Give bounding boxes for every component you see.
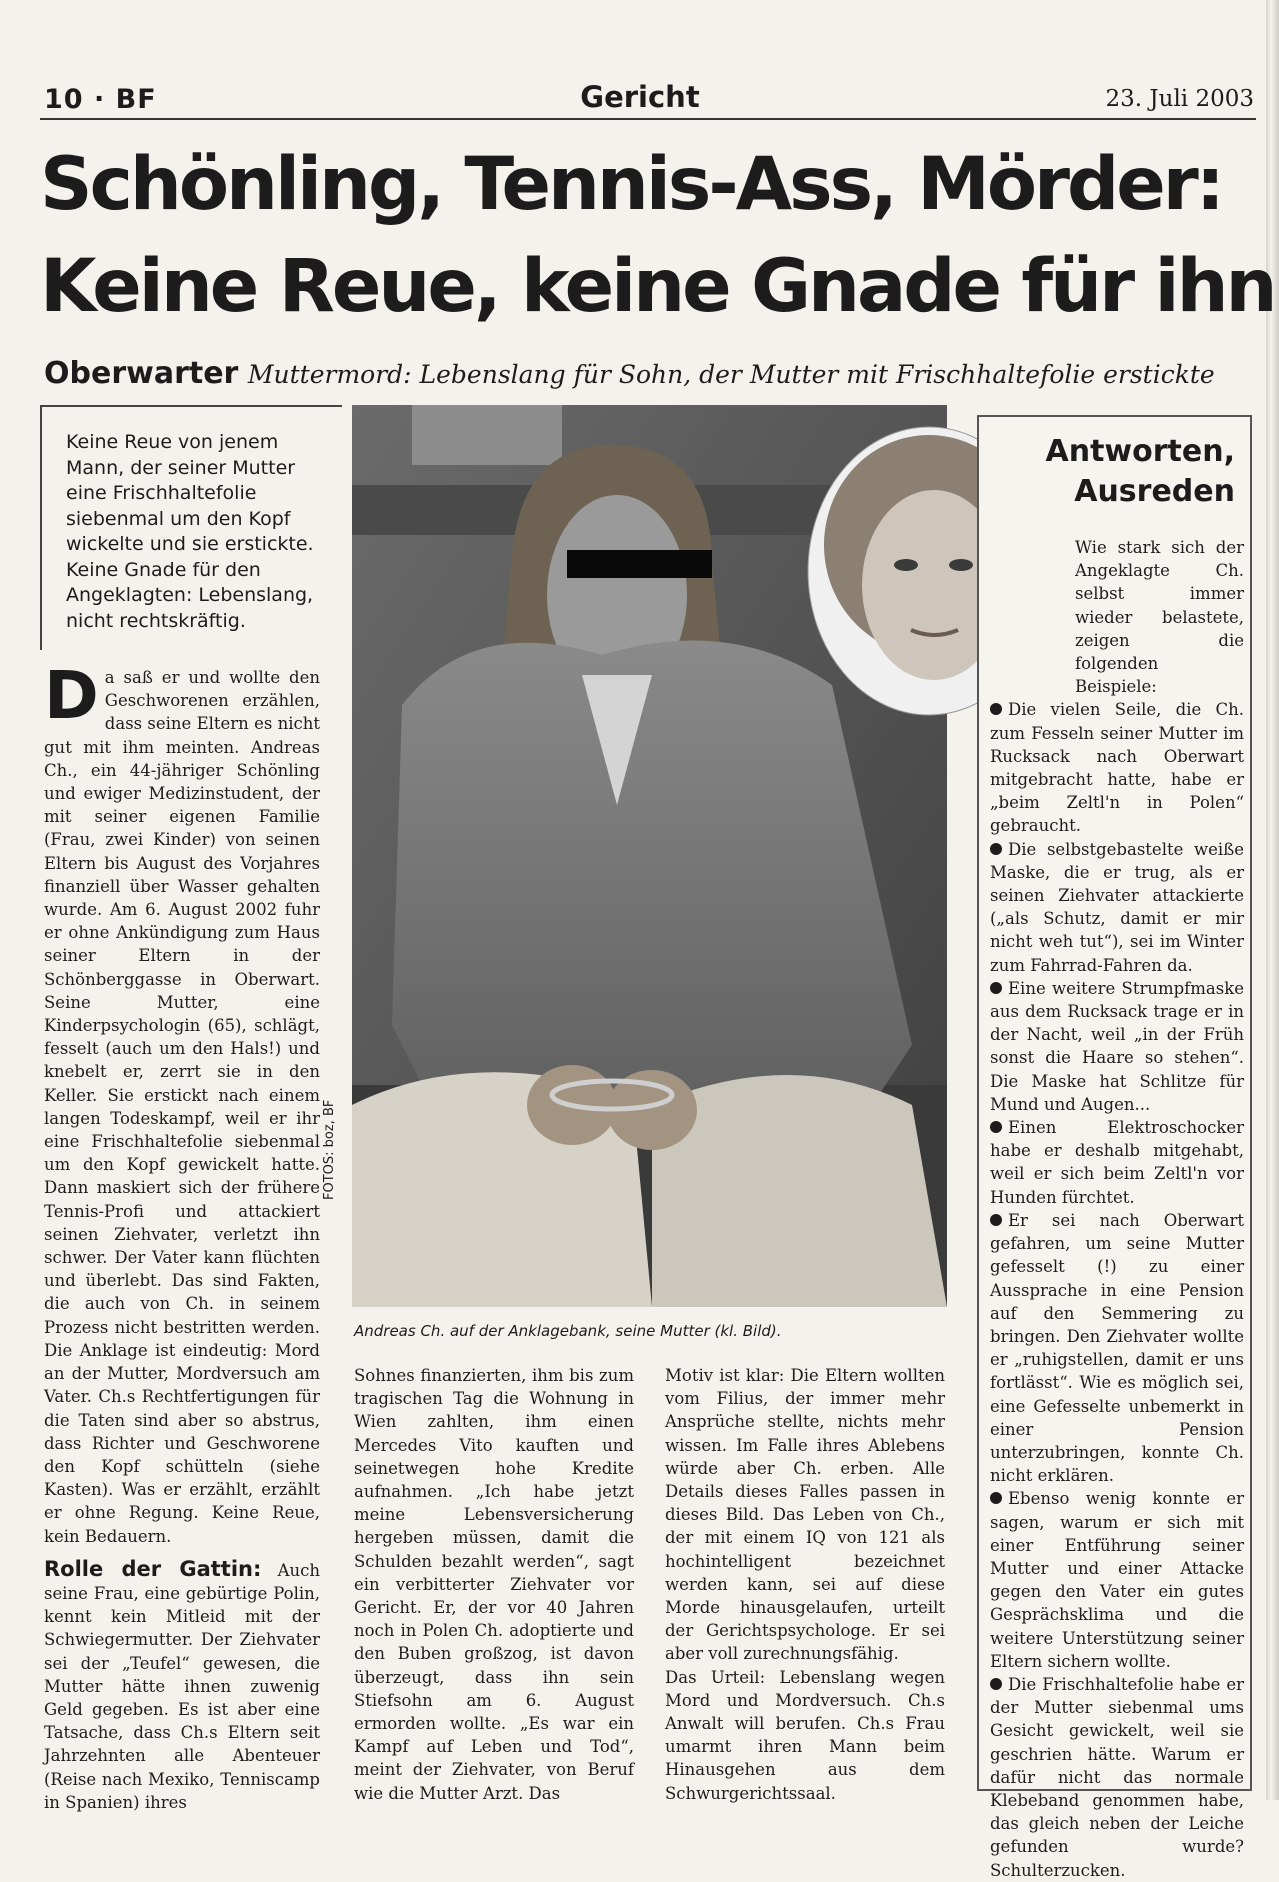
subheadline-place: Oberwarter	[44, 356, 239, 391]
photo-credit: FOTOS: boz, BF	[322, 1099, 337, 1200]
article-subhead: Rolle der Gattin:	[44, 1556, 262, 1581]
header-rule	[40, 118, 1256, 120]
sidebar-item-text: Ebenso wenig konnte er sagen, warum er sich mit einer Entführung seiner Mutter und einer Attacke gegen den Vater ein gutes Gesprächsklima und die weitere Unterstützung seiner Eltern sichern wollte.	[990, 1489, 1244, 1671]
sidebar-item-text: Er sei nach Oberwart gefahren, um seine Mutter gefesselt (!) zu einer Aussprache in eine Pension auf den Semmering zu bringen. Den Ziehvater wollte er „ruhigstellen, damit er uns fortlässt“. Wie es möglich sei, eine Gefesselte unbemerkt in einer Pension unterzubringen, konnte Ch. nicht erklären.	[990, 1210, 1244, 1486]
headline-line-2: Keine Reue, keine Gnade für ihn	[40, 244, 1275, 329]
subheadline	[44, 356, 1215, 391]
article-paragraph-1	[44, 657, 320, 1548]
article-paragraph-1-text: a saß er und wollte den Geschworenen erzählen, dass seine Eltern es nicht gut mit ihm meinten. Andreas Ch., ein 44-jähriger Schönling und ewiger Medizinstudent, der mit seiner eigenen Familie (Frau, zwei Kinder) von seinen Eltern bis August des Vorjahres finanziell über Wasser gehalten wurde. Am 6. August 2002 fuhr er ohne Ankündigung zum Haus seiner Eltern in der Schönberggasse in Oberwart. Seine Mutter, eine Kinderpsychologin (65), schlägt, fesselt (auch um den Hals!) und knebelt er, zerrt sie in den Keller. Sie erstickt nach einem langen Todeskampf, weil er ihr eine Frischhaltefolie siebenmal um den Kopf gewickelt hatte. Dann maskiert sich der frühere Tennis-Profi und attackiert seinen Ziehvater, verletzt ihn schwer. Der Vater kann flüchten und überlebt. Das sind Fakten, die auch von Ch. in seinem Prozess nicht bestritten werden. Die Anklage ist eindeutig: Mord an der Mutter, Mordversuch am Vater. Ch.s Rechtfertigungen für die Taten sind aber so abstrus, dass Richter und Geschworene den Kopf schütteln (siehe Kasten). Was er erzählt, erzählt er ohne Regung. Keine Reue, kein Bedauern.	[44, 668, 320, 1546]
article-column-2	[354, 1364, 634, 1805]
article-paragraph-5: Das Urteil: Lebenslang wegen Mord und Mordversuch. Ch.s Anwalt will berufen. Ch.s Frau umarmt ihren Mann beim Hinausgehen aus dem Schwurgerichtssaal.	[665, 1667, 945, 1803]
article-paragraph-4: Motiv ist klar: Die Eltern wollten vom Filius, der immer mehr Ansprüche stellte, nichts mehr wissen. Im Falle ihres Ablebens würde aber Ch. erben. Alle Details dieses Falles passen in dieses Bild. Das Leben von Ch., der mit einem IQ von 121 als hochintelligent bezeichnet werden kann, sei auf diese Morde hinausgelaufen, urteilt der Gerichtspsychologe. Er sei aber voll zurechnungsfähig.	[665, 1366, 945, 1664]
bullet-icon	[990, 703, 1002, 715]
drop-cap: D	[44, 657, 99, 734]
subheadline-text: Muttermord: Lebenslang für Sohn, der Mutter mit Frischhaltefolie erstickte	[247, 360, 1215, 389]
bullet-icon	[990, 1214, 1002, 1226]
bullet-icon	[990, 982, 1002, 994]
photo-caption: Andreas Ch. auf der Anklagebank, seine Mutter (kl. Bild).	[354, 1322, 782, 1340]
sidebar-title	[1030, 432, 1235, 512]
section-title: Gericht	[580, 80, 700, 114]
sidebar-item-text: Eine weitere Strumpfmaske aus dem Rucksack trage er in der Nacht, weil „in der Früh sonst die Haare so stehen“. Die Maske hat Schlitze für Mund und Augen...	[990, 978, 1244, 1114]
article-paragraph-2-text: Auch seine Frau, eine gebürtige Polin, kennt kein Mitleid mit der Schwiegermutter. Der Ziehvater sei der „Teufel“ gewesen, die Mutter hätte ihnen zuwenig Geld gegeben. Es ist aber eine Tatsache, dass Ch.s Eltern seit Jahrzehnten alle Abenteuer (Reise nach Mexiko, Tenniscamp in Spanien) ihres	[44, 1560, 320, 1812]
sidebar-item-text: Einen Elektroschocker habe er deshalb mitgehabt, weil er sich beim Zeltl'n vor Hunden fürchtet.	[990, 1118, 1244, 1207]
sidebar-item	[990, 1116, 1244, 1209]
sidebar-item-text: Die selbstgebastelte weiße Maske, die er trug, als er seinen Ziehvater attackierte („als Schutz, damit er mir nicht weh tut“), sei im Winter zum Fahrrad-Fahren da.	[990, 839, 1244, 975]
article-column-1	[44, 657, 320, 1814]
sidebar-item	[990, 1673, 1244, 1882]
sidebar-item-text: Die Frischhaltefolie habe er der Mutter siebenmal ums Gesicht gewickelt, weil sie geschrien hätte. Warum er dafür nicht das normale Klebeband genommen habe, das gleich neben der Leiche gefunden wurde? Schulterzucken.	[990, 1674, 1244, 1880]
sidebar-item	[990, 838, 1244, 977]
bullet-icon	[990, 1678, 1002, 1690]
sidebar-item	[990, 1487, 1244, 1673]
issue-date: 23. Juli 2003	[1105, 86, 1254, 112]
sidebar-item-text: Die vielen Seile, die Ch. zum Fesseln seiner Mutter im Rucksack nach Oberwart mitgebracht hatte, habe er „beim Zeltl'n in Polen“ gebraucht.	[990, 700, 1244, 836]
sidebar-title-line-1: Antworten,	[1045, 434, 1235, 469]
article-column-3	[665, 1364, 945, 1805]
article-paragraph-3: Sohnes finanzierten, ihm bis zum tragischen Tag die Wohnung in Wien zahlten, ihm einen Mercedes Vito kauften und seinetwegen hohe Kredite aufnahmen. „Ich habe jetzt meine Lebensversicherung hergeben müssen, damit die Schulden bezahlt werden“, sagt ein verbitterter Ziehvater vor Gericht. Er, der vor 40 Jahren noch in Polen Ch. adoptierte und den Buben großzog, ist davon überzeugt, dass ihn sein Stiefsohn am 6. August ermorden wollte. „Es war ein Kampf auf Leben und Tod“, meint der Ziehvater, von Beruf wie die Mutter Arzt. Das	[354, 1366, 634, 1803]
headline-line-1: Schönling, Tennis-Ass, Mörder:	[40, 142, 1222, 227]
intro-text: Keine Reue von jenem Mann, der seiner Mutter eine Frischhaltefolie siebenmal um den Kopf wickelte und sie erstickte. Keine Gnade für den Angeklagten: Lebenslang, nicht rechtskräftig.	[66, 431, 314, 632]
bullet-icon	[990, 1121, 1002, 1133]
page-number-label: 10 · BF	[44, 84, 157, 115]
bullet-icon	[990, 843, 1002, 855]
article-paragraph-2	[44, 1558, 320, 1814]
sidebar-text	[990, 536, 1244, 1882]
sidebar-item	[990, 977, 1244, 1116]
bullet-icon	[990, 1492, 1002, 1504]
sidebar-title-line-2: Ausreden	[1074, 474, 1235, 509]
sidebar-item	[990, 1209, 1244, 1487]
sidebar-intro: Wie stark sich der Angeklagte Ch. selbst immer wieder belastete, zeigen die folgenden Beispiele:	[1075, 538, 1244, 697]
sidebar-item	[990, 698, 1244, 837]
